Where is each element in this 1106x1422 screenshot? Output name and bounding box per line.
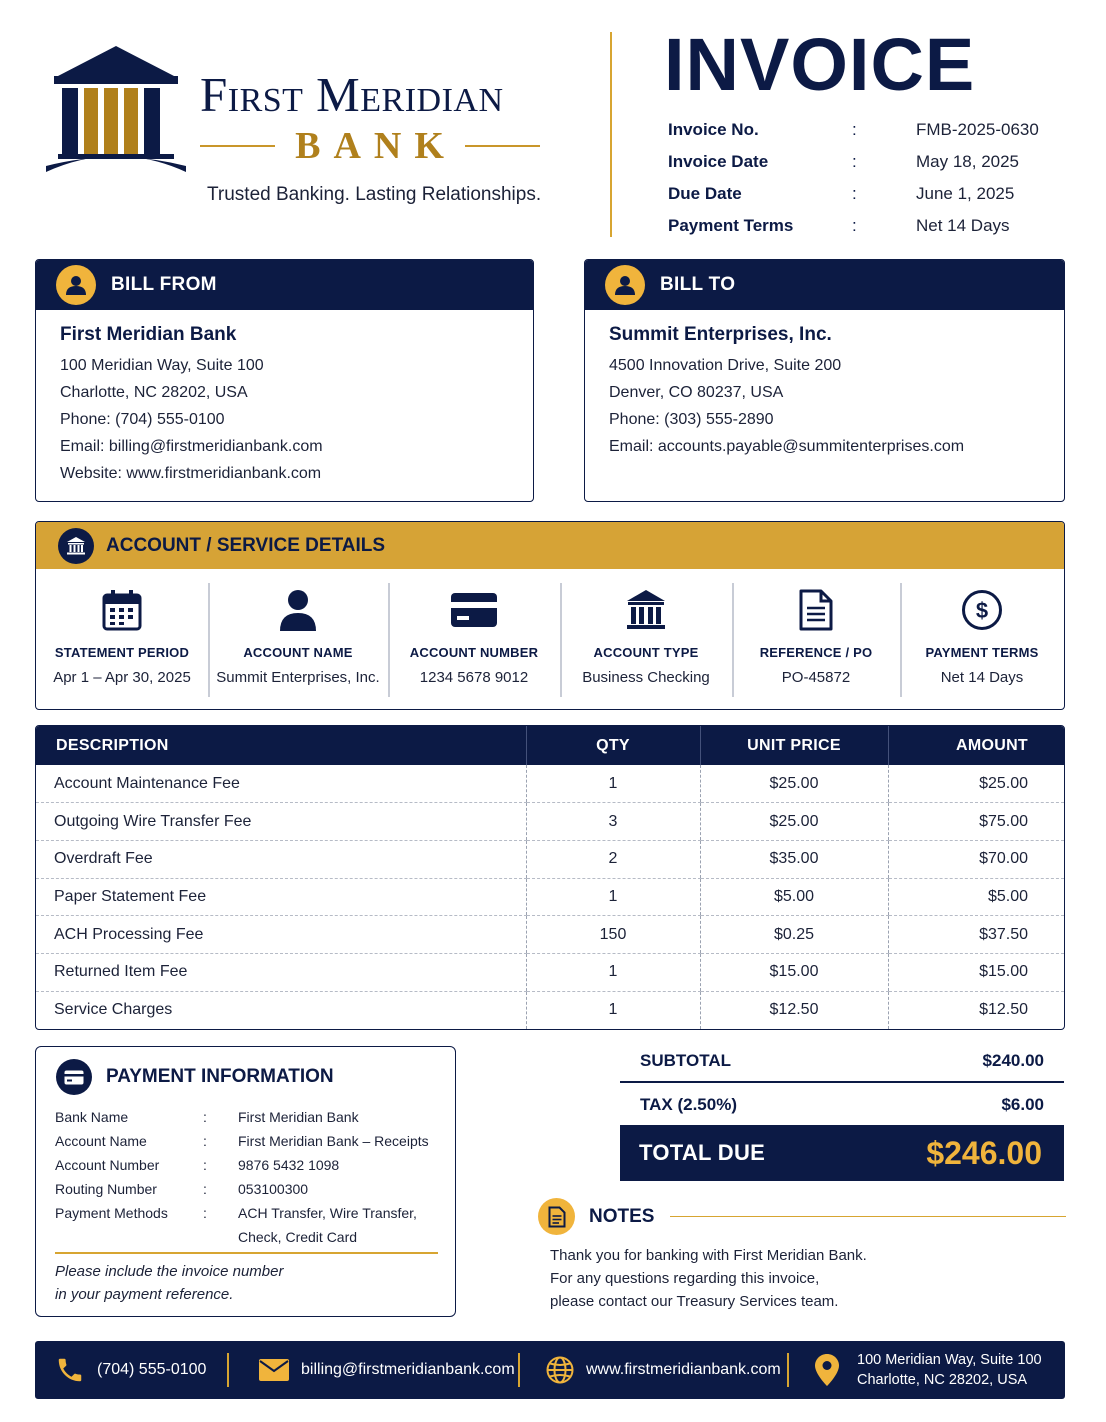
calendar-icon — [36, 587, 208, 633]
bill-to-name: Summit Enterprises, Inc. — [609, 324, 832, 345]
subtotal-label: SUBTOTAL — [640, 1051, 731, 1070]
footer-bar — [35, 1341, 1065, 1399]
account-label: ACCOUNT TYPE — [593, 645, 699, 660]
cell-amount: $12.50 — [888, 991, 1064, 1029]
bill-from-title: BILL FROM — [111, 274, 217, 295]
account-details-title: ACCOUNT / SERVICE DETAILS — [106, 534, 386, 556]
notes-line-text: Thank you for banking with First Meridian Bank. — [550, 1247, 867, 1264]
cell-description: Account Maintenance Fee — [36, 765, 526, 803]
payment-info-row — [55, 1129, 445, 1153]
table-row — [36, 803, 1064, 841]
account-col-account-name — [208, 569, 388, 709]
bill-to-card — [584, 259, 1065, 502]
footer-website[interactable] — [520, 1341, 787, 1399]
phone-icon — [55, 1355, 85, 1385]
footer-address-line: 100 Meridian Way, Suite 100 — [857, 1352, 1042, 1368]
cell-unit-price: $12.50 — [700, 991, 888, 1029]
account-col-reference-po — [732, 569, 900, 709]
cell-unit-price: $0.25 — [700, 916, 888, 954]
cell-qty: 3 — [526, 803, 700, 841]
payment-info-label: Bank Name — [55, 1109, 129, 1125]
bank-logo — [44, 42, 544, 222]
meta-row-payment-terms — [668, 210, 1068, 242]
account-col-statement-period — [36, 569, 208, 709]
payment-info-row — [55, 1177, 445, 1201]
account-label: REFERENCE / PO — [759, 645, 873, 660]
table-row — [36, 916, 1064, 954]
invoice-title: INVOICE — [664, 23, 976, 106]
credit-card-icon — [388, 587, 560, 633]
payment-info-label: Payment Methods — [55, 1205, 168, 1221]
payment-info-value: ACH Transfer, Wire Transfer, Check, Credit Card — [238, 1205, 417, 1245]
tax-label: TAX (2.50%) — [640, 1095, 737, 1114]
cell-unit-price: $35.00 — [700, 840, 888, 878]
col-header-amount: AMOUNT — [888, 726, 1064, 765]
meta-label: Invoice Date — [668, 152, 769, 171]
total-due-value: $246.00 — [926, 1134, 1042, 1171]
header-divider — [610, 32, 612, 237]
bill-to-line: Denver, CO 80237, USA — [609, 384, 784, 401]
person-icon — [56, 265, 96, 305]
payment-information-panel — [35, 1046, 456, 1317]
person-icon — [605, 265, 645, 305]
brand-sub: BANK — [295, 125, 457, 167]
payment-info-label: Routing Number — [55, 1181, 157, 1197]
subtotal-divider — [620, 1081, 1064, 1083]
cell-amount: $25.00 — [888, 765, 1064, 803]
account-value: PO-45872 — [781, 669, 851, 686]
footer-email-text: billing@firstmeridianbank.com — [301, 1361, 515, 1378]
payment-note-line: in your payment reference. — [55, 1286, 234, 1303]
footer-address-line: Charlotte, NC 28202, USA — [857, 1372, 1028, 1388]
table-row — [36, 991, 1064, 1029]
meta-colon: : — [852, 152, 857, 171]
payment-info-colon: : — [203, 1181, 207, 1197]
bill-to-title: BILL TO — [660, 274, 736, 295]
table-row — [36, 953, 1064, 991]
account-label: STATEMENT PERIOD — [54, 645, 190, 660]
payment-information-rows — [55, 1105, 445, 1249]
account-col-account-number — [388, 569, 560, 709]
meta-label: Payment Terms — [668, 216, 794, 235]
cell-amount: $37.50 — [888, 916, 1064, 954]
globe-icon — [546, 1356, 574, 1384]
payment-info-row — [55, 1153, 445, 1177]
cell-description: Outgoing Wire Transfer Fee — [36, 803, 526, 841]
account-details-panel — [35, 521, 1065, 710]
bill-from-header — [36, 260, 533, 310]
payment-information-title: PAYMENT INFORMATION — [106, 1066, 334, 1087]
line-items-table — [35, 725, 1065, 1030]
credit-card-icon — [56, 1059, 92, 1095]
cell-amount: $15.00 — [888, 953, 1064, 991]
subtotal-value: $240.00 — [982, 1051, 1044, 1070]
bill-from-line: Email: billing@firstmeridianbank.com — [60, 438, 323, 455]
subtotal-row — [620, 1042, 1064, 1080]
payment-info-value: 9876 5432 1098 — [238, 1157, 340, 1173]
brand-divider — [465, 145, 540, 147]
account-value: Apr 1 – Apr 30, 2025 — [53, 669, 191, 686]
notes-line-text: For any questions regarding this invoice, — [550, 1270, 820, 1287]
payment-info-colon: : — [203, 1205, 207, 1221]
table-row — [36, 765, 1064, 803]
tax-value: $6.00 — [1001, 1095, 1044, 1114]
cell-qty: 1 — [526, 953, 700, 991]
account-col-account-type — [560, 569, 732, 709]
notes-line-text: please contact our Treasury Services team. — [550, 1293, 839, 1310]
meta-label: Due Date — [668, 184, 742, 203]
svg-text:$: $ — [975, 598, 989, 623]
total-due-row — [620, 1125, 1064, 1181]
notes-header — [538, 1198, 1066, 1235]
cell-unit-price: $25.00 — [700, 803, 888, 841]
bank-icon — [58, 528, 94, 564]
bill-to-line: 4500 Innovation Drive, Suite 200 — [609, 357, 842, 374]
table-row — [36, 878, 1064, 916]
brand-divider — [200, 145, 275, 147]
brand-name: First Meridian — [200, 67, 504, 122]
total-due-label: TOTAL DUE — [639, 1140, 766, 1165]
meta-row-invoice-no — [668, 114, 1068, 146]
cell-qty: 1 — [526, 765, 700, 803]
brand-sub-row — [200, 126, 540, 166]
bill-to-header — [585, 260, 1064, 310]
notes-title: NOTES — [589, 1205, 655, 1227]
document-icon — [538, 1198, 575, 1235]
meta-row-invoice-date — [668, 146, 1068, 178]
cell-unit-price: $15.00 — [700, 953, 888, 991]
notes-text — [550, 1244, 1050, 1313]
cell-amount: $75.00 — [888, 803, 1064, 841]
account-label: PAYMENT TERMS — [925, 645, 1039, 660]
cell-qty: 1 — [526, 878, 700, 916]
bank-icon — [560, 587, 732, 633]
payment-info-row — [55, 1201, 445, 1249]
bill-to-line: Email: accounts.payable@summitenterprises.com — [609, 438, 965, 455]
col-header-qty: QTY — [526, 726, 700, 765]
cell-description: Overdraft Fee — [36, 840, 526, 878]
account-value: Net 14 Days — [940, 669, 1024, 686]
col-header-description: DESCRIPTION — [36, 726, 526, 765]
invoice-meta — [668, 114, 1068, 242]
footer-phone-text: (704) 555-0100 — [97, 1361, 207, 1378]
payment-info-label: Account Number — [55, 1157, 160, 1173]
cell-description: ACH Processing Fee — [36, 916, 526, 954]
payment-info-label: Account Name — [55, 1133, 147, 1149]
meta-value: June 1, 2025 — [916, 184, 1015, 203]
meta-value: May 18, 2025 — [916, 152, 1020, 171]
tax-row — [620, 1086, 1064, 1124]
bill-from-line: Phone: (704) 555-0100 — [60, 411, 225, 428]
notes-divider — [670, 1216, 1066, 1218]
payment-info-value: 053100300 — [238, 1181, 309, 1197]
meta-colon: : — [852, 216, 857, 235]
account-label: ACCOUNT NUMBER — [409, 645, 539, 660]
meta-label: Invoice No. — [668, 120, 759, 139]
cell-amount: $70.00 — [888, 840, 1064, 878]
col-header-unit-price: UNIT PRICE — [700, 726, 888, 765]
cell-description: Returned Item Fee — [36, 953, 526, 991]
brand-tagline: Trusted Banking. Lasting Relationships. — [207, 184, 542, 205]
account-label: ACCOUNT NAME — [243, 645, 353, 660]
footer-address — [789, 1341, 1042, 1399]
cell-qty: 2 — [526, 840, 700, 878]
location-pin-icon — [815, 1354, 839, 1386]
footer-website-text: www.firstmeridianbank.com — [586, 1361, 781, 1378]
bill-from-line: 100 Meridian Way, Suite 100 — [60, 357, 264, 374]
meta-colon: : — [852, 120, 857, 139]
bill-to-line: Phone: (303) 555-2890 — [609, 411, 774, 428]
person-icon — [208, 587, 388, 633]
account-value: 1234 5678 9012 — [419, 669, 529, 686]
account-details-header — [36, 522, 1064, 569]
payment-info-colon: : — [203, 1133, 207, 1149]
payment-info-row — [55, 1105, 445, 1129]
meta-colon: : — [852, 184, 857, 203]
cell-description: Service Charges — [54, 1001, 173, 1019]
cell-amount: $5.00 — [888, 878, 1064, 916]
meta-value: Net 14 Days — [916, 216, 1010, 235]
footer-phone[interactable] — [35, 1341, 227, 1399]
bill-from-name: First Meridian Bank — [60, 324, 237, 345]
cell-qty: 1 — [526, 991, 700, 1029]
document-icon — [732, 587, 900, 633]
dollar-circle-icon — [900, 587, 1064, 633]
bill-from-line: Charlotte, NC 28202, USA — [60, 384, 248, 401]
payment-info-colon: : — [203, 1109, 207, 1125]
payment-note-line: Please include the invoice number — [55, 1263, 284, 1280]
payment-reference-note — [55, 1260, 415, 1306]
footer-email[interactable] — [229, 1341, 518, 1399]
envelope-icon — [259, 1359, 289, 1381]
bill-from-line: Website: www.firstmeridianbank.com — [60, 465, 322, 482]
cell-qty: 150 — [526, 916, 700, 954]
table-header-row — [36, 726, 1064, 765]
account-value: Business Checking — [582, 669, 710, 686]
account-value: Summit Enterprises, Inc. — [216, 669, 380, 686]
table-row — [36, 840, 1064, 878]
meta-value: FMB-2025-0630 — [916, 120, 1039, 139]
cell-description: Paper Statement Fee — [36, 878, 526, 916]
payment-info-value: First Meridian Bank – Receipts — [238, 1133, 429, 1149]
payment-info-colon: : — [203, 1157, 207, 1173]
account-col-payment-terms — [900, 569, 1064, 709]
payment-info-divider — [55, 1252, 438, 1254]
bill-from-card — [35, 259, 534, 502]
meta-row-due-date — [668, 178, 1068, 210]
payment-info-value: First Meridian Bank — [238, 1109, 359, 1125]
payment-information-header — [56, 1059, 334, 1095]
bank-building-logo-icon — [44, 44, 189, 174]
cell-unit-price: $25.00 — [700, 765, 888, 803]
cell-unit-price: $5.00 — [700, 878, 888, 916]
